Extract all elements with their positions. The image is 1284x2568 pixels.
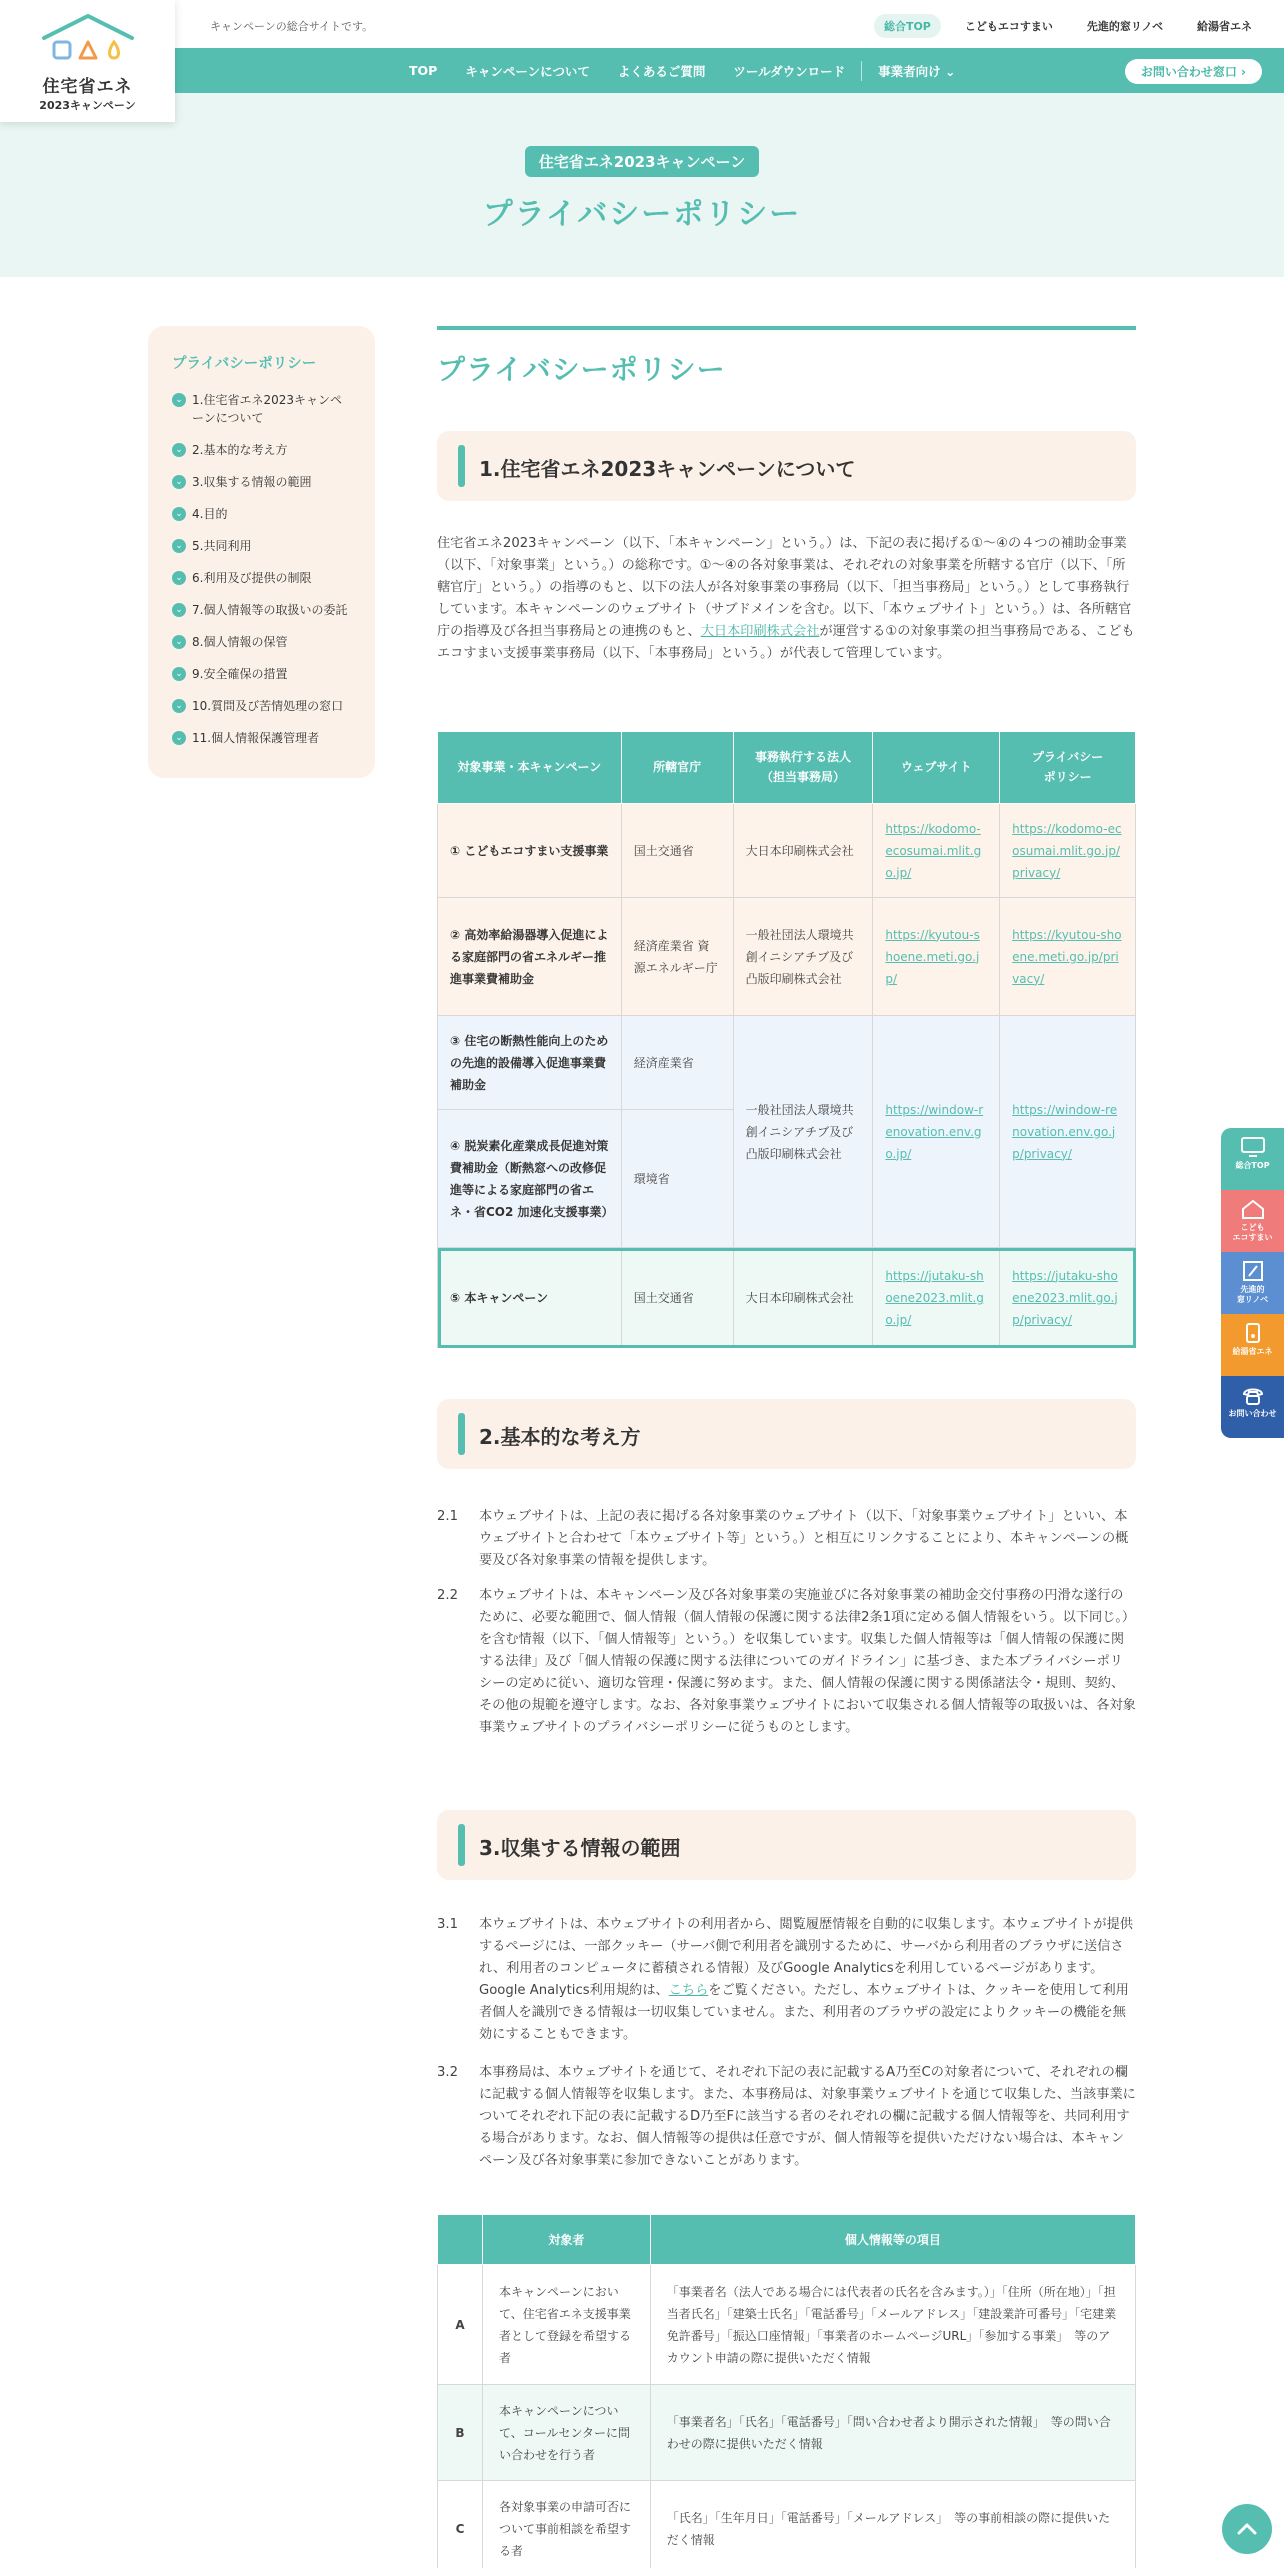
window-icon xyxy=(1240,1260,1266,1282)
target-person: 各対象事業の申請可否について事前相談を希望する者 xyxy=(482,2481,650,2568)
program-name: ① こどもエコすまい支援事業 xyxy=(438,804,622,898)
organization: 一般社団法人環境共創イニシアチブ及び凸版印刷株式会社 xyxy=(733,1016,873,1248)
float-label: お問い合わせ xyxy=(1228,1409,1277,1418)
phone-icon xyxy=(1240,1384,1266,1406)
paragraph-2-1 xyxy=(437,1506,1136,1572)
toplink-sogo-top[interactable]: 総合TOP xyxy=(874,14,941,38)
ministry: 経済産業省 xyxy=(621,1016,733,1110)
website-link[interactable]: https://kodomo-ecosumai.mlit.go.jp/ xyxy=(885,821,982,880)
section-heading-text: 1.住宅省エネ2023キャンペーンについて xyxy=(479,457,856,481)
paragraph-body: 本ウェブサイトは、上記の表に掲げる各対象事業のウェブサイト（以下、「対象事業ウェブサイト」といい、本ウェブサイトと合わせて「本ウェブサイト等」という。）と相互にリンクすることにより、本キャンペーンの概要及び各対象事業の情報を提供します。 xyxy=(479,1509,1129,1568)
heading-bar xyxy=(458,1413,465,1455)
paragraph-number: 2.1 xyxy=(437,1509,458,1524)
organization: 一般社団法人環境共創イニシアチブ及び凸版印刷株式会社 xyxy=(733,898,873,1016)
chevron-down-icon: ⌄ xyxy=(945,63,956,79)
program-name: ③ 住宅の断熱性能向上のための先進的設備導入促進事業費補助金 xyxy=(438,1016,622,1110)
float-sogo-top[interactable] xyxy=(1221,1128,1284,1190)
toplink-kyuto[interactable]: 給湯省エネ xyxy=(1197,20,1252,33)
float-label: 給湯省エネ xyxy=(1232,1347,1273,1356)
nav-tools[interactable]: ツールダウンロード xyxy=(733,63,846,79)
program-name: ② 高効率給湯器導入促進による家庭部門の省エネルギー推進事業費補助金 xyxy=(438,898,622,1016)
info-items: 「氏名」「生年月日」「電話番号」「メールアドレス」 等の事前相談の際に提供いただく情報 xyxy=(650,2481,1135,2568)
main-content xyxy=(437,326,1136,388)
contact-button[interactable] xyxy=(1125,59,1262,84)
hero-badge: 住宅省エネ2023キャンペーン xyxy=(525,146,759,177)
program-table xyxy=(437,731,1136,1348)
privacy-link[interactable]: https://kyutou-shoene.meti.go.jp/privacy/ xyxy=(1012,927,1122,986)
nav-top[interactable]: TOP xyxy=(409,63,438,78)
paragraph-number: 2.2 xyxy=(437,1588,458,1603)
heading-bar xyxy=(458,1824,465,1866)
contact-button-label: お問い合わせ窓口 xyxy=(1140,65,1237,79)
nav-faq[interactable]: よくあるご質問 xyxy=(617,63,706,79)
chevron-up-icon xyxy=(1222,2504,1272,2554)
water-heater-icon xyxy=(1240,1322,1266,1344)
paragraph-number: 3.2 xyxy=(437,2065,458,2080)
float-kyuto[interactable] xyxy=(1221,1314,1284,1376)
th-ministry: 所轄官庁 xyxy=(621,732,733,804)
toc-item-4[interactable] xyxy=(172,505,351,523)
th-organization: 事務執行する法人 （担当事務局） xyxy=(733,732,873,804)
toc-item-3[interactable] xyxy=(172,473,351,491)
paragraph-3-1 xyxy=(437,1914,1136,2046)
row-key: B xyxy=(438,2385,483,2481)
section-1-text-a: 住宅省エネ2023キャンペーン（以下、「本キャンペーン」という。）は、下記の表に掲げる①〜④の４つの補助金事業（以下、「対象事業」という。）の総称です。①〜④の各対象事業は、それぞれの対象事業を所轄する官庁（以下、「所轄官庁」という。）の指導のもと、以下の法人が各対象事業の事務局（以下、「担当事務局」という。）として事務執行しています。本キャンペーンのウェブサイト（サブドメインを含む。以下、「本ウェブサイト」という。）は、各所轄官庁の指導及び各担当事務局との連携のもと、 xyxy=(437,536,1132,639)
toc-item-6[interactable] xyxy=(172,569,351,587)
table-row xyxy=(438,804,1136,898)
table-row xyxy=(438,1016,1136,1110)
chevron-down-icon: ⌄ xyxy=(172,635,186,649)
privacy-link[interactable]: https://jutaku-shoene2023.mlit.go.jp/privacy/ xyxy=(1012,1268,1118,1327)
target-person: 本キャンペーンにおいて、住宅省エネ支援事業者として登録を希望する者 xyxy=(482,2265,650,2385)
toc-item-2[interactable] xyxy=(172,441,351,459)
ministry: 環境省 xyxy=(621,1110,733,1248)
toc-item-10[interactable] xyxy=(172,697,351,715)
privacy-link[interactable]: https://kodomo-ecosumai.mlit.go.jp/privacy/ xyxy=(1012,821,1122,880)
toc-sidebar xyxy=(148,326,375,778)
content-title: プライバシーポリシー xyxy=(437,353,726,386)
toc-item-label: 4.目的 xyxy=(192,507,228,521)
target-person: 本キャンペーンについて、コールセンターに問い合わせを行う者 xyxy=(482,2385,650,2481)
dnp-link[interactable]: 大日本印刷株式会社 xyxy=(700,624,820,639)
section-1-text xyxy=(437,533,1136,665)
nav-divider xyxy=(861,61,862,81)
toc-item-1[interactable] xyxy=(172,391,351,427)
ministry: 国土交通省 xyxy=(621,1248,733,1348)
top-bar xyxy=(0,0,1284,48)
paragraph-number: 3.1 xyxy=(437,1917,458,1932)
paragraph-3-2 xyxy=(437,2062,1136,2172)
website-link[interactable]: https://jutaku-shoene2023.mlit.go.jp/ xyxy=(885,1268,984,1327)
float-label: 総合TOP xyxy=(1235,1161,1270,1170)
paragraph-body xyxy=(479,1914,1136,2046)
table-row xyxy=(438,898,1136,1016)
section-heading-text: 2.基本的な考え方 xyxy=(479,1425,641,1449)
organization: 大日本印刷株式会社 xyxy=(733,1248,873,1348)
chevron-down-icon: ⌄ xyxy=(172,603,186,617)
table-row xyxy=(438,2481,1136,2568)
site-logo[interactable] xyxy=(0,0,175,122)
float-label: 先進的 窓リノベ xyxy=(1236,1285,1269,1304)
th-program: 対象事業・本キャンペーン xyxy=(438,732,622,804)
nav-business-label: 事業者向け xyxy=(878,63,941,79)
ministry: 国土交通省 xyxy=(621,804,733,898)
toplink-kodomo[interactable]: こどもエコすまい xyxy=(964,20,1053,33)
info-items: 「事業者名（法人である場合には代表者の氏名を含みます。）」「住所（所在地）」「担当者氏名」「建築士氏名」「電話番号」「メールアドレス」「建設業許可番号」「宅建業免許番号」「振込口座情報」「事業者のホームページURL」「参加する事業」 等のアカウント申請の際に提供いただく情報 xyxy=(650,2265,1135,2385)
nav-about[interactable]: キャンペーンについて xyxy=(465,63,590,79)
floating-menu xyxy=(1221,1128,1284,1438)
program-name: ⑤ 本キャンペーン xyxy=(438,1248,622,1348)
google-analytics-terms-link[interactable]: こちら xyxy=(668,1983,709,1998)
toc-item-11[interactable] xyxy=(172,729,351,747)
toc-item-5[interactable] xyxy=(172,537,351,555)
table-row xyxy=(438,2265,1136,2385)
chevron-down-icon: ⌄ xyxy=(172,731,186,745)
toc-item-label: 6.利用及び提供の制限 xyxy=(192,571,312,585)
paragraph-body: 本事務局は、本ウェブサイトを通じて、それぞれ下記の表に記載するA乃至Cの対象者について、それぞれの欄に記載する個人情報等を収集します。また、本事務局は、対象事業ウェブサイトを通じて収集した、当該事業についてそれぞれ下記の表に記載するD乃至Fに該当する者のそれぞれの欄に記載する個人情報等を、共同利用する場合があります。なお、個人情報等の提供は任意ですが、個人情報等を提供いただけない場合は、本キャンペーン及び各対象事業に参加できないことがあります。 xyxy=(479,2065,1136,2168)
chevron-down-icon: ⌄ xyxy=(172,699,186,713)
toc-item-label: 2.基本的な考え方 xyxy=(192,443,288,457)
logo-house-icon xyxy=(38,12,138,66)
toc-item-label: 9.安全確保の措置 xyxy=(192,667,288,681)
section-heading-3 xyxy=(437,1810,1136,1880)
th-privacy: プライバシー ポリシー xyxy=(1000,732,1136,804)
section-heading-text: 3.収集する情報の範囲 xyxy=(479,1836,681,1860)
paragraph-2-2 xyxy=(437,1585,1136,1739)
chevron-down-icon: ⌄ xyxy=(172,667,186,681)
table-row-highlighted xyxy=(438,1248,1136,1348)
title-rule xyxy=(437,326,1136,330)
table-header-row xyxy=(438,732,1136,804)
toc-item-7[interactable] xyxy=(172,601,351,619)
heading-bar xyxy=(458,445,465,487)
page-hero xyxy=(0,93,1284,277)
program-name: ④ 脱炭素化産業成長促進対策費補助金（断熱窓への改修促進等による家庭部門の省エネ・省CO2 加速化支援事業） xyxy=(438,1110,622,1248)
th-target: 対象者 xyxy=(482,2215,650,2265)
chevron-down-icon: ⌄ xyxy=(172,443,186,457)
toc-item-label: 10.質問及び苦情処理の窓口 xyxy=(192,699,344,713)
privacy-link[interactable]: https://window-renovation.env.go.jp/privacy/ xyxy=(1012,1102,1118,1161)
toc-item-label: 3.収集する情報の範囲 xyxy=(192,475,312,489)
chevron-down-icon: ⌄ xyxy=(172,507,186,521)
table-header-row xyxy=(438,2215,1136,2265)
section-1-text-b: が運営する①の対象事業の担当事務局である、こどもエコすまい支援事業事務局（以下、「本事務局」という。）が代表して管理しています。 xyxy=(437,624,1135,661)
toc-item-label: 11.個人情報保護管理者 xyxy=(192,731,320,745)
toc-item-label: 5.共同利用 xyxy=(192,539,252,553)
chevron-down-icon: ⌄ xyxy=(172,571,186,585)
paragraph-text-b: をご覧ください。ただし、本ウェブサイトは、クッキーを使用して利用者個人を識別できる情報は一切収集していません。また、利用者のブラウザの設定によりクッキーの機能を無効にすることもできます。 xyxy=(479,1983,1129,2042)
main-nav xyxy=(0,48,1284,93)
toc-item-label: 7.個人情報等の取扱いの委託 xyxy=(192,603,348,617)
float-label: こども エコすまい xyxy=(1232,1223,1273,1242)
toplink-window[interactable]: 先進的窓リノベ xyxy=(1086,20,1163,33)
nav-business[interactable] xyxy=(864,62,969,80)
website-link[interactable]: https://kyutou-shoene.meti.go.jp/ xyxy=(885,927,980,986)
section-heading-2 xyxy=(437,1399,1136,1469)
info-items: 「事業者名」「氏名」「電話番号」「問い合わせ者より開示された情報」 等の問い合わせの際に提供いただく情報 xyxy=(650,2385,1135,2481)
toc-title: プライバシーポリシー xyxy=(172,356,317,372)
monitor-icon xyxy=(1240,1136,1266,1158)
page-title: プライバシーポリシー xyxy=(482,197,802,232)
chevron-down-icon: ⌄ xyxy=(172,539,186,553)
logo-title: 住宅省エネ xyxy=(42,77,133,97)
chevron-down-icon: ⌄ xyxy=(172,393,186,407)
website-link[interactable]: https://window-renovation.env.go.jp/ xyxy=(885,1102,984,1161)
toc-item-8[interactable] xyxy=(172,633,351,651)
section-heading-1 xyxy=(437,431,1136,501)
th-items: 個人情報等の項目 xyxy=(650,2215,1135,2265)
table-row xyxy=(438,2385,1136,2481)
chevron-down-icon: ⌄ xyxy=(172,475,186,489)
th-website: ウェブサイト xyxy=(873,732,1000,804)
house-icon xyxy=(1240,1198,1266,1220)
paragraph-body: 本ウェブサイトは、本キャンペーン及び各対象事業の実施並びに各対象事業の補助金交付事務の円滑な遂行のために、必要な範囲で、個人情報（個人情報の保護に関する法律2条1項に定める個人情報をいう。以下同じ。）を含む情報（以下、「個人情報等」という。）を収集しています。収集した個人情報等は「個人情報の保護に関する法律」及び「個人情報の保護に関する法律についてのガイドライン」に基づき、また本プライバシーポリシーの定めに従い、適切な管理・保護に努めます。また、個人情報の保護に関する関係諸法令・規則、契約、その他の規範を遵守します。なお、各対象事業ウェブサイトにおいて収集される個人情報等の取扱いは、各対象事業ウェブサイトのプライバシーポリシーに従うものとします。 xyxy=(479,1588,1136,1735)
ministry: 経済産業省 資源エネルギー庁 xyxy=(621,898,733,1016)
top-links xyxy=(874,14,1262,38)
toc-item-label: 1.住宅省エネ2023キャンペーンについて xyxy=(192,393,342,425)
row-key: A xyxy=(438,2265,483,2385)
logo-subtitle: 2023キャンペーン xyxy=(39,99,136,112)
page-top-button[interactable] xyxy=(1222,2504,1272,2554)
row-key: C xyxy=(438,2481,483,2568)
th-key xyxy=(438,2215,483,2265)
site-description: キャンペーンの総合サイトです。 xyxy=(210,20,374,33)
info-items-table xyxy=(437,2214,1136,2568)
float-window[interactable] xyxy=(1221,1252,1284,1314)
toc-item-label: 8.個人情報の保管 xyxy=(192,635,288,649)
chevron-right-icon: › xyxy=(1241,65,1246,79)
toc-item-9[interactable] xyxy=(172,665,351,683)
float-contact[interactable] xyxy=(1221,1376,1284,1438)
float-kodomo[interactable] xyxy=(1221,1190,1284,1252)
paragraph-text-a: 本ウェブサイトは、本ウェブサイトの利用者から、閲覧履歴情報を自動的に収集します。本ウェブサイトが提供するページには、一部クッキー（サーバ側で利用者を識別するために、サーバから利用者のブラウザに送信され、利用者のコンピュータに蓄積される情報）及びGoogle Analyticsを利用しているページがあります。Google Analytics利用規約は、 xyxy=(479,1917,1133,1998)
organization: 大日本印刷株式会社 xyxy=(733,804,873,898)
